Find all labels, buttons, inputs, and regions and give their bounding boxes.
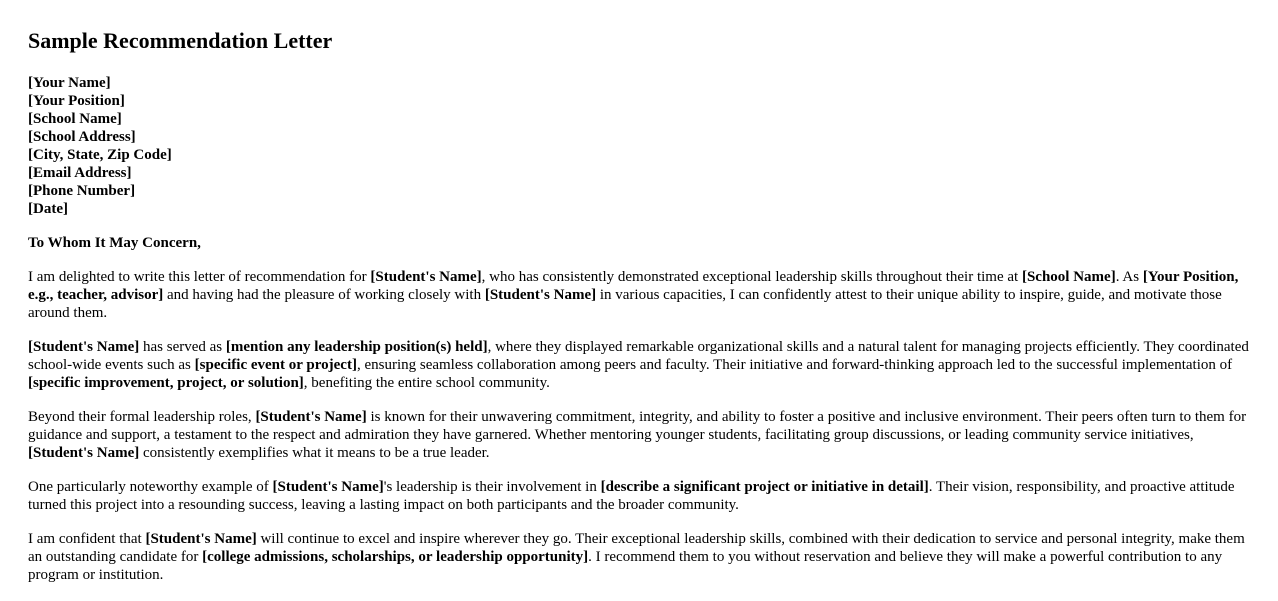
placeholder-text: [Student's Name]	[370, 269, 482, 285]
address-line-city-state-zip: [City, State, Zip Code]	[28, 147, 172, 163]
body-paragraph-2	[28, 338, 1250, 392]
address-line-school-name: [School Name]	[28, 111, 122, 127]
body-text: , where they displayed remarkable organizational skills and a natural talent for managing projects efficiently. They coordinated school-wide events such as	[28, 339, 1249, 373]
body-text: , who has consistently demonstrated exceptional leadership skills throughout their time at	[481, 269, 1022, 285]
body-paragraph-1	[28, 268, 1250, 322]
address-line-date: [Date]	[28, 201, 68, 217]
placeholder-text: [Student's Name]	[28, 339, 140, 355]
page-title: Sample Recommendation Letter	[28, 28, 333, 53]
body-text: 's leadership is their involvement in	[383, 479, 601, 495]
body-text: Beyond their formal leadership roles,	[28, 409, 256, 425]
placeholder-text: [Student's Name]	[255, 409, 367, 425]
placeholder-text: [describe a significant project or initiative in detail]	[600, 479, 929, 495]
address-line-school-address: [School Address]	[28, 129, 136, 145]
body-text: has served as	[139, 339, 226, 355]
body-text: in various capacities, I can confidently attest to their unique ability to inspire, guide, and motivate those around them.	[28, 287, 1222, 321]
placeholder-text: [mention any leadership position(s) held]	[225, 339, 488, 355]
body-text: . Their vision, responsibility, and proactive attitude turned this project into a resounding success, leaving a lasting impact on both participants and the broader community.	[28, 479, 1235, 513]
placeholder-text: [college admissions, scholarships, or leadership opportunity]	[202, 549, 589, 565]
body-text: , ensuring seamless collaboration among peers and faculty. Their initiative and forward-thinking approach led to the successful implementation of	[356, 357, 1233, 373]
address-line-phone: [Phone Number]	[28, 183, 136, 199]
address-line-your-name: [Your Name]	[28, 75, 111, 91]
body-text: will continue to excel and inspire wherever they go. Their exceptional leadership skills, combined with their dedication to service and personal integrity, make them an outstanding candidate for	[28, 531, 1245, 565]
placeholder-text: [Student's Name]	[484, 287, 597, 303]
body-text: I am confident that	[28, 531, 146, 547]
body-text: One particularly noteworthy example of	[28, 479, 273, 495]
address-line-email: [Email Address]	[28, 165, 132, 181]
placeholder-text: [Your Position, e.g., teacher, advisor]	[28, 269, 1239, 303]
body-paragraph-3	[28, 408, 1250, 462]
placeholder-text: [School Name]	[1021, 269, 1116, 285]
placeholder-text: [specific improvement, project, or solution]	[28, 375, 304, 391]
body-paragraph-5	[28, 530, 1250, 584]
placeholder-text: [Student's Name]	[272, 479, 384, 495]
sender-address-block	[28, 74, 1250, 218]
body-text: . As	[1115, 269, 1143, 285]
body-paragraph-4	[28, 478, 1250, 514]
placeholder-text: [specific event or project]	[194, 357, 357, 373]
placeholder-text: [Student's Name]	[28, 445, 140, 461]
salutation: To Whom It May Concern,	[28, 235, 201, 251]
body-text: , benefiting the entire school community.	[303, 375, 550, 391]
body-text: is known for their unwavering commitment, integrity, and ability to foster a positive and inclusive environment. Their peers often turn to them for guidance and support, a testament to the respect and admiration they have garnered. Whether mentoring younger students, facilitating group discussions, or leading community service initiatives,	[28, 409, 1247, 443]
body-text: consistently exemplifies what it means to be a true leader.	[139, 445, 490, 461]
body-text: . I recommend them to you without reservation and believe they will make a powerful contribution to any program or institution.	[28, 549, 1223, 583]
body-text: and having had the pleasure of working closely with	[163, 287, 485, 303]
placeholder-text: [Student's Name]	[145, 531, 257, 547]
address-line-your-position: [Your Position]	[28, 93, 125, 109]
body-text: I am delighted to write this letter of recommendation for	[28, 269, 371, 285]
